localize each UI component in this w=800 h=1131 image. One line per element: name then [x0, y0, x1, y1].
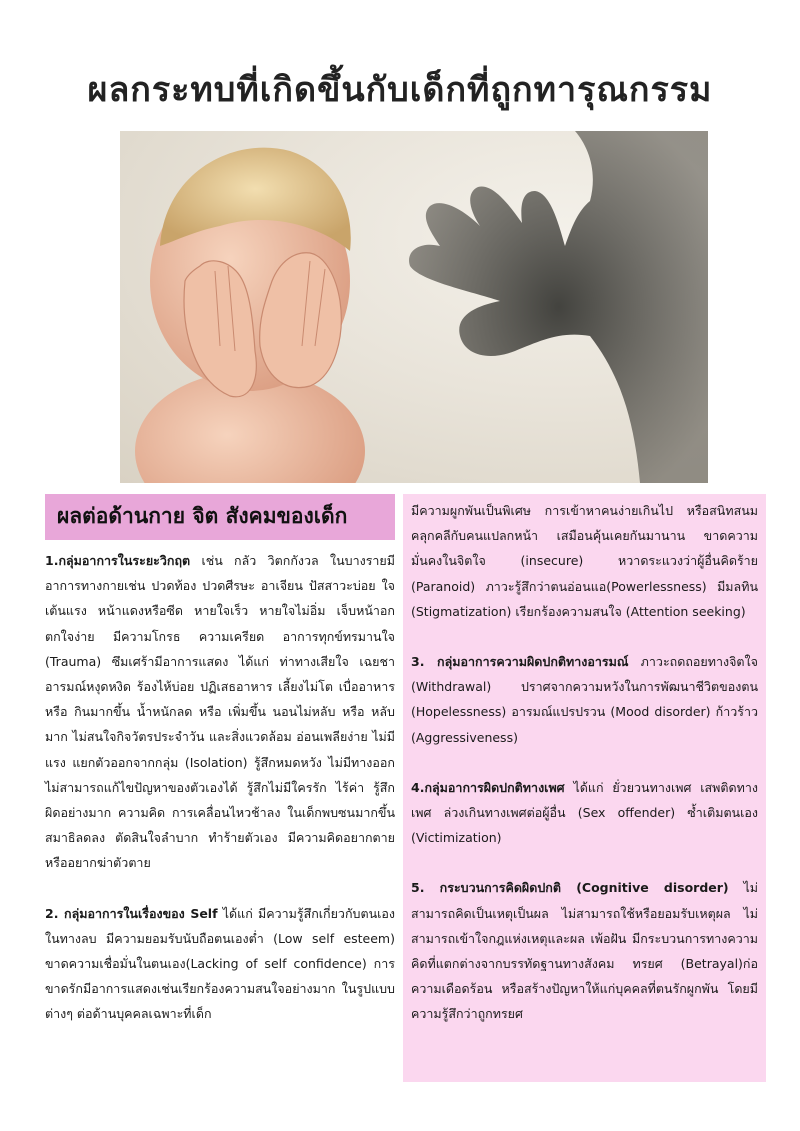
right-column — [403, 494, 766, 1082]
section-1-title: 1.กลุ่มอาการในระยะวิกฤต — [45, 553, 191, 568]
section-2-body: ได้แก่ มีความรู้สึกเกี่ยวกับตนเองในทางลบ มีความยอมรับนับถือตนเองต่ำ (Low self esteem) ขาดความเชื่อมั่นในตนเอง(Lacking of self confidence) การขาดรักมีอาการแสดงเช่นเรียกร้องความสนใจอย่างมาก ในรูปแบบต่างๆ ต่อด้านบุคคลเฉพาะที่เด็ก — [45, 905, 395, 1022]
section-2-title: 2. กลุ่มอาการในเรื่องของ Self — [45, 905, 218, 921]
section-5 — [411, 875, 758, 1026]
section-4-body: ได้แก่ ยั่วยวนทางเพศ เสพติดทางเพศ ล่วงเกินทางเพศต่อผู้อื่น (Sex offender) ซ้ำเติมตนเอง (Victimization) — [411, 779, 758, 846]
section-4-title: 4.กลุ่มอาการผิดปกติทางเพศ — [411, 779, 565, 795]
section-1 — [45, 548, 395, 876]
section-3-title: 3. กลุ่มอาการความผิดปกติทางอารมณ์ — [411, 654, 629, 670]
child-covering-face-illustration — [120, 131, 708, 483]
section-5-body: ไม่สามารถคิดเป็นเหตุเป็นผล ไม่สามารถใช้หรือยอมรับเหตุผล ไม่สามารถเข้าใจกฎแห่งเหตุและผล เพ้อฝัน มีกระบวนการทางความคิดที่แตกต่างจากบรรทัดฐานทางสังคม ทรยศ (Betrayal)ก่อความเดือดร้อน หรือสร้างปัญหาให้แก่บุคคลที่ตนรักผูกพัน โดยมีความรู้สึกว่าถูกทรยศ — [411, 880, 758, 1022]
section-4 — [411, 775, 758, 851]
section-3 — [411, 649, 758, 750]
shadow-hand-icon — [409, 131, 708, 483]
section-1-body: เช่น กลัว วิตกกังวล ในบางรายมีอาการทางกายเช่น ปวดท้อง ปวดศีรษะ อาเจียน ปัสสาวะบ่อย ใจเต้นแรง หน้าแดงหรือซีด หายใจเร็ว หายใจไม่อิ่ม เจ็บหน้าอก ตกใจง่าย มีความโกรธ ความเครียด อาการทุกข์ทรมานใจ (Trauma) ซึมเศร้ามีอาการแสดง ได้แก่ ท่าทางเสียใจ เฉยชา อารมณ์หงุดหงิด ร้องไห้บ่อย ปฏิเสธอาหาร เลี้ยงไม่โต เบื่ออาหาร หรือ กินมากขึ้น น้ำหนักลด หรือ เพิ่มขึ้น นอนไม่หลับ หรือ หลับมาก ไม่สนใจกิจวัตรประจำวัน และสิ่งแวดล้อม อ่อนเพลียง่าย ไม่มีแรง แยกตัวออกจากกลุ่ม (Isolation) รู้สึกหมดหวัง ไม่มีทางออก ไม่สามารถแก้ไขปัญหาของตัวเองได้ รู้สึกไม่มีใครรัก ไร้ค่า รู้สึกผิดอย่างมาก ความคิด การเคลื่อนไหวช้าลง ในเด็กพบซนมากขึ้น สมาธิลดลง ตัดสินใจลำบาก ทำร้ายตัวเอง มีความคิดอยากตาย หรืออยากฆ่าตัวตาย — [45, 553, 395, 871]
section-5-title: 5. กระบวนการคิดผิดปกติ (Cognitive disorder) — [411, 880, 729, 896]
child-photo — [120, 131, 708, 483]
left-column — [45, 494, 395, 1084]
section-2 — [45, 901, 395, 1027]
section-3-body: ภาวะถดถอยทางจิตใจ (Withdrawal) ปราศจากความหวังในการพัฒนาชีวิตของตน (Hopelessness) อารมณ์แปรปรวน (Mood disorder) ก้าวร้าว (Aggressiveness) — [411, 654, 758, 745]
section-heading: ผลต่อด้านกาย จิต สังคมของเด็ก — [45, 494, 395, 540]
section-2-continued: มีความผูกพันเป็นพิเศษ การเข้าหาคนง่ายเกินไป หรือสนิทสนมคลุกคลีกับคนแปลกหน้า เสมือนคุ้นเคยกันมานาน ขาดความมั่นคงในจิตใจ (insecure) หวาดระแวงว่าผู้อื่นคิดร้าย (Paranoid) ภาวะรู้สึกว่าตนอ่อนแอ(Powerlessness) มีมลทิน (Stigmatization) เรียกร้องความสนใจ (Attention seeking) — [411, 503, 758, 619]
page-title: ผลกระทบที่เกิดขึ้นกับเด็กที่ถูกทารุณกรรม — [87, 70, 713, 110]
